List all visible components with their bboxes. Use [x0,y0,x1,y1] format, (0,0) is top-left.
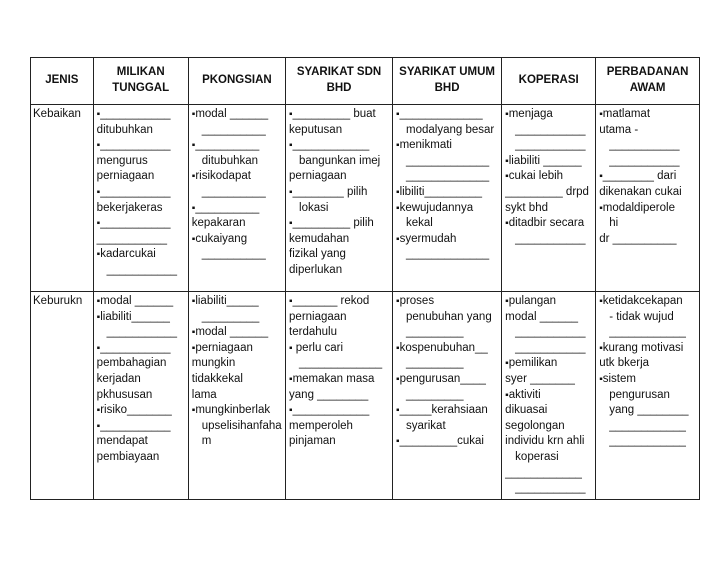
cell-perbadanan-awam [596,105,700,292]
text-line: mungkin [191,357,236,370]
bullet-line: ▪ liabiliti_____ [192,294,282,310]
text-line: utk bkerja [599,357,650,370]
text-line: lama [191,388,217,401]
bullet-line: ▪ memakan masa [289,372,389,388]
text-line: pembahagian [96,357,167,370]
bullet-line: ▪ _________ buat [289,107,389,123]
text-line: ____________ [609,419,686,432]
bullet-line: ▪ menjaga [505,107,592,123]
text-line: utama - [599,123,639,136]
header-syarikat-umum-bhd: SYARIKAT UMUM BHD [393,58,502,105]
bullet-line: ▪ _________ pilih [289,216,389,232]
text-line: sykt bhd [505,201,548,214]
cell-koperasi [502,105,596,292]
text-line: - tidak wujud [609,310,674,323]
bullet-line: ▪ perlu cari [289,341,389,357]
bullet-line: ▪ __________ [192,138,282,154]
text-line: perniagaan [96,170,155,183]
bullet-line: ▪ ditadbir secara [505,216,592,232]
text-line: ditubuhkan [201,154,259,167]
text-line: upselisihanfaha [201,419,282,432]
text-line: penubuhan yang [406,310,492,323]
bullet-line: ▪ ___________ [97,216,185,232]
bullet-line: ▪ menikmati [396,138,498,154]
bullet-line: ▪ kadarcukai [97,247,185,263]
text-line: kepakaran [191,217,246,230]
text-line: _________ drpd [505,185,589,198]
text-line: kemudahan [289,232,350,245]
header-milikan-tunggal: MILIKAN TUNGGAL [93,58,188,105]
bullet-line: ▪ modal ______ [97,294,185,310]
text-line: ___________ [609,154,680,167]
bullet-line: ▪ pengurusan____ [396,372,498,388]
bullet-line: ▪ ___________ [97,419,185,435]
text-line: syer _______ [505,372,575,385]
text-line: pengurusan [609,388,670,401]
text-line: bekerjakeras [96,201,163,214]
bullet-line: ▪ modal ______ [192,107,282,123]
bullet-line: ▪ liabiliti ______ [505,154,592,170]
text-line: ____________ [505,466,582,479]
text-line: m [201,435,212,448]
text-line: _________ [406,357,464,370]
bullet-line: ▪ risikodapat [192,169,282,185]
text-line: dikuasai [505,404,548,417]
header-perbadanan-awam: PERBADANAN AWAM [596,58,700,105]
bullet-line: ▪ syermudah [396,232,498,248]
text-line: _________ [201,310,260,323]
bullet-line: ▪ kewujudannya [396,201,498,217]
bullet-line: ▪ kurang motivasi [599,341,696,357]
header-syarikat-sdn-bhd: SYARIKAT SDN BHD [286,58,393,105]
text-line: memperoleh [289,419,353,432]
cell-pkongsian [188,105,285,292]
cell-pkongsian [188,292,285,500]
bullet-line: ▪ sistem [599,372,696,388]
text-line: __________ [201,248,266,261]
bullet-line: ▪ modal ______ [192,325,282,341]
text-line: ___________ [609,139,680,152]
text-line: ditubuhkan [96,123,153,136]
text-line: segolongan [505,419,565,432]
cell-milikan-tunggal [93,292,188,500]
text-line: koperasi [515,450,559,463]
header-row [31,58,700,105]
text-line: _____________ [406,170,490,183]
bullet-line: ▪ ketidakcekapan [599,294,696,310]
bullet-line: ▪ _______ rekod [289,294,389,310]
text-line: perniagaan [289,310,347,323]
cell-koperasi [502,292,596,500]
bullet-line: ▪ _________cukai [396,434,498,450]
bullet-line: ▪ modaldiperole [599,201,696,217]
row-label: Kebaikan [31,105,94,292]
cell-syarikat-umum-bhd [393,105,502,292]
text-line: fizikal yang [289,248,346,261]
text-line: yang ________ [289,388,369,401]
text-line: ___________ [515,482,586,495]
bullet-line: ▪ risiko_______ [97,403,185,419]
bullet-line: ▪ liabiliti______ [97,310,185,326]
bullet-line: ▪ kospenubuhan__ [396,341,498,357]
text-line: ___________ [515,139,586,152]
text-line: ____________ [609,326,686,339]
text-line: lokasi [299,201,329,214]
text-line: yang ________ [609,404,689,417]
cell-syarikat-umum-bhd [393,292,502,500]
bullet-line: ▪ cukai lebih [505,169,592,185]
text-line: _____________ [406,154,490,167]
cell-syarikat-sdn-bhd [286,292,393,500]
text-line: _____________ [406,248,490,261]
text-line: hi [609,217,619,230]
text-line: _________ [406,388,464,401]
row-label: Keburukn [31,292,94,500]
text-line: _________ [406,326,464,339]
bullet-line: ▪ ___________ [97,185,185,201]
text-line: ____________ [609,435,686,448]
text-line: keputusan [289,123,343,136]
cell-milikan-tunggal [93,105,188,292]
text-line: diperlukan [289,263,343,276]
text-line: pinjaman [289,435,336,448]
text-line: individu krn ahli [505,435,585,448]
bullet-line: ▪ matlamat [599,107,696,123]
text-line: syarikat [406,419,446,432]
bullet-line: ▪ ____________ [289,138,389,154]
text-line: __________ [201,185,266,198]
header-jenis: JENIS [31,58,94,105]
bullet-line: ▪ _____________ [396,107,498,123]
text-line: pkhususan [96,388,153,401]
bullet-line: ▪ ___________ [97,341,185,357]
cell-syarikat-sdn-bhd [286,105,393,292]
text-line: ___________ [515,232,586,245]
header-pkongsian: PKONGSIAN [188,58,285,105]
bullet-line: ▪ perniagaan [192,341,282,357]
bullet-line: ▪ ___________ [97,138,185,154]
bullet-line: ▪ pulangan [505,294,592,310]
bullet-line: ▪ pemilikan [505,356,592,372]
text-line: mendapat [96,435,148,448]
text-line: ___________ [515,123,586,136]
text-line: bangunkan imej [299,154,381,167]
bullet-line: ▪ libiliti_________ [396,185,498,201]
text-line: modalyang besar [406,123,495,136]
bullet-line: ▪ mungkinberlak [192,403,282,419]
text-line: kerjadan [96,372,141,385]
text-line: mengurus [96,154,148,167]
row-keburukan [31,292,700,500]
bullet-line: ▪ ________ pilih [289,185,389,201]
text-line: dr __________ [599,232,677,245]
bullet-line: ▪ aktiviti [505,388,592,404]
text-line: ___________ [515,341,586,354]
text-line: ___________ [106,326,178,339]
text-line: ___________ [106,263,178,276]
text-line: terdahulu [289,326,337,339]
bullet-line: ▪ ____________ [289,403,389,419]
text-line: dikenakan cukai [599,185,682,198]
bullet-line: ▪ proses [396,294,498,310]
text-line: ___________ [515,326,586,339]
comparison-table [30,57,700,500]
cell-perbadanan-awam [596,292,700,500]
text-line: perniagaan [289,170,347,183]
bullet-line: ▪ ___________ [97,107,185,123]
bullet-line: ▪ _____kerahsiaan [396,403,498,419]
text-line: ___________ [96,232,168,245]
bullet-line: ▪ ________ dari [599,169,696,185]
header-koperasi: KOPERASI [502,58,596,105]
text-line: modal ______ [505,310,579,323]
text-line: tidakkekal [191,372,243,385]
text-line: kekal [406,217,433,230]
bullet-line: ▪ cukaiyang [192,232,282,248]
text-line: __________ [201,123,266,136]
row-kebaikan [31,105,700,292]
bullet-line: ▪ __________ [192,201,282,217]
text-line: pembiayaan [96,450,160,463]
text-line: _____________ [299,357,383,370]
